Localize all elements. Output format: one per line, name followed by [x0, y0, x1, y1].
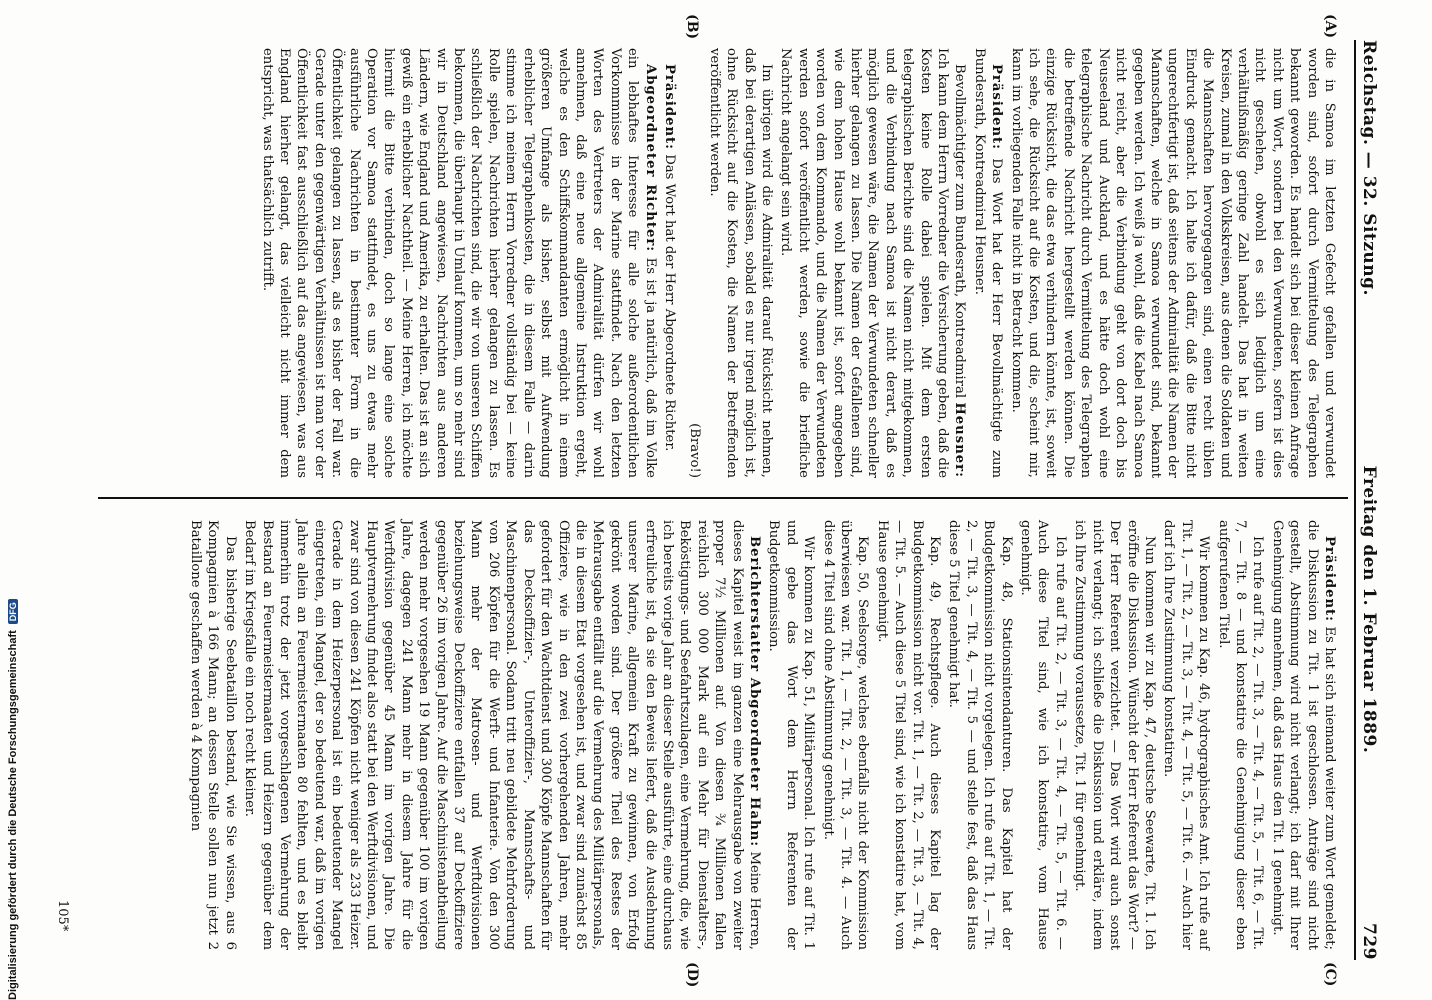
page-header	[1354, 40, 1382, 960]
right-paragraph-10	[241, 520, 763, 950]
page-number: 729	[1359, 923, 1379, 960]
digitization-strip	[6, 0, 20, 1000]
speaker-name: Berichterstatter Abgeordneter Hahn:	[747, 536, 762, 848]
left-paragraph-5	[661, 48, 678, 478]
left-paragraph-2	[970, 48, 1005, 478]
left-paragraph-6	[258, 48, 658, 478]
speaker-name: Heusner:	[952, 402, 968, 478]
paragraph-text: Es ist ja natürlich, daß im Volke ein lebhaftes Interesse für alle solche außerordentlichen Vorkommnisse in der Marine stattfindet. Nach den letzten Worten des Vertreters der Admiralität dürfen wir wohl annehmen, daß eine neue allgemeine Instruktion ergeht, welche es den Schiffskommandanten ermöglicht in einem größeren Umfange als bisher, selbst mit Aufwendung erheblicher Telegraphenkosten, die in diesem Falle — darin stimme ich meinem Herrn Vorredner vollständig bei — keine Rolle spielen, Nachrichten hierher gelangen zu lassen. Es schließlich der Nachrichten sind, die wir von unseren Schiffen bekommen, die überhaupt in Umlauf kommen, um so mehr sind wir in Deutschland angewiesen, Nachrichten aus anderen Ländern, wie England und Amerika, zu erhalten. Das ist an sich gewiß ein erheblicher Nachtheil. — Meine Herren, ich möchte hiermit die Bitte verbinden, doch so lange eine solche Operation vor Samoa stattfindet, es uns zu etwas mehr ausführliche Nachrichten in bestimmter Form in die Öffentlichkeit gelangen zu lassen, als es bisher der Fall war. Gerade unter den gegenwärtigen Verhältnissen ist man vor der Öffentlichkeit fast ausschließlich auf das angewiesen, was aus England hierher gelangt, das vielleicht nicht immer dem entspricht, was thatsächlich zutrifft.	[259, 48, 658, 478]
right-paragraph-6: Kap. 48, Stationsintendanturen. Das Kapitel hat der Budgetkommission nicht vorgelegen. Ich rufe auf Tit. 1, — Tit. 2, — Tit. 3, — Tit. 4, — Tit. 5 — und stelle fest, daß das Haus diese 5 Titel genehmigt hat.	[946, 520, 1014, 950]
speaker-name: Präsident:	[989, 64, 1005, 151]
right-column	[185, 520, 1338, 950]
left-paragraph-3	[777, 48, 968, 478]
digitization-text: Digitalisierung gefördert durch die Deutsche Forschungsgemeinschaft	[7, 630, 19, 1000]
paragraph-text: Das Wort hat der Herr Bevollmächtigte zum Bundesrath, Kontreadmiral Heusner.	[971, 48, 1005, 479]
right-paragraph-1	[1268, 520, 1338, 950]
applause-note: (Bravo!)	[687, 423, 703, 478]
paragraph-text: Es hat sich niemand weiter zum Wort gemeldet; die Diskussion zu Tit. 1 ist geschlossen. Anträge sind nicht gestellt, Abstimmung wird nicht verlangt; ich darf mit Ihrer Genehmigung annehmen, daß das Haus den Tit. 1 genehmigt.	[1269, 520, 1337, 950]
speaker-name: Präsident:	[661, 64, 677, 151]
digitization-notice	[6, 0, 20, 1000]
left-column	[256, 48, 1338, 478]
signature-mark: 105*	[55, 900, 70, 932]
column-divider	[98, 497, 1348, 499]
dfg-logo: DFG	[8, 599, 18, 624]
margin-marker-c: (C)	[1322, 962, 1338, 987]
right-paragraph-9: Wir kommen zu Kap. 51, Militärpersonal. Ich rufe auf Tit. 1 und gebe das Wort dem Herrn Referenten der Budgetkommission.	[766, 520, 817, 950]
margin-marker-a: (A)	[1322, 14, 1338, 39]
header-left: Reichstag. — 32. Sitzung.	[1359, 40, 1379, 296]
right-paragraph-2: Ich rufe auf Tit. 2, — Tit. 3, — Tit. 4, — Tit. 5, — Tit. 6, — Tit. 7, — Tit. 8 — und konstatire die Genehmigung dieser eben aufgerufenen Titel.	[1215, 520, 1266, 950]
right-paragraph-11: Das bisherige Seebataillon bestand, wie Sie wissen, aus 6 Kompagnien à 166 Mann; an dessen Stelle sollen nun jetzt 2 Bataillone geschaffen werden à 4 Kompagnien	[188, 520, 238, 950]
speaker-name: Präsident:	[1322, 536, 1337, 623]
right-paragraph-5: Ich rufe auf Tit. 2, — Tit. 3, — Tit. 4, — Tit. 5, — Tit. 6. — Auch diese Titel sind, wie ich konstatire, vom Hause genehmigt.	[1018, 520, 1068, 950]
right-paragraph-4: Nun kommen wir zu Kap. 47, deutsche Seewarte, Tit. 1. Ich eröffne die Diskussion. Wünscht der Herr Referent das Wort? — Der Herr Referent verzichtet. — Das Wort wird auch sonst nicht verlangt; ich schließe die Diskussion und erkläre, indem ich Ihre Zustimmung voraussetze, Tit. 1 für genehmigt.	[1072, 520, 1157, 950]
paragraph-text: Das Wort hat der Herr Abgeordnete Richter.	[661, 154, 677, 452]
speaker-name: Abgeordneter Richter:	[642, 64, 658, 253]
margin-marker-b: (B)	[684, 14, 700, 40]
scanned-page	[40, 0, 1400, 1000]
left-paragraph-1: die in Samoa im letzten Gefecht gefallen und verwundet worden sind, sofort durch Vermittelung des Telegraphen bekannt geworden. Es handelt sich bei dieser kleinen Anfrage nicht um Wort, sondern bei den Verwundeten, sofern ist dies nicht geschehen, obwohl es sich lediglich um eine verhältnißmäßig geringe Zahl handelt. Das hat in weiten Kreisen, zumal in den Volkskreisen, aus denen die Soldaten und die Mannschaften hervorgegangen sind, einen recht üblen Eindruck gemacht. Ich halte ich dafür, daß die Bitte nicht ungerechtfertigt ist, daß seitens der Admiralität die Namen der Mannschaften, welche in Samoa verwundet sind, bekannt gegeben werden. Ich weiß ja wohl, daß die Kabel nach Samoa nicht reicht, aber die Verbindung geht von dort doch bis Neuseeland und Auckland, und es hätte doch wohl eine telegraphische Nachricht durch Vermittelung des Telegraphen die betreffende Nachricht hergestellt werden können. Die einzige Rücksicht, die das etwa verhindern könnte, ist, soweit ich sehe, die Rücksicht auf die Kosten, und die, scheint mir, kann im vorliegenden Falle nicht in Betracht kommen.	[1008, 48, 1337, 478]
speaker-title: Bevollmächtigter zum Bundesrath, Kontreadmiral	[952, 64, 968, 399]
right-paragraph-8: Kap. 50, Seelsorge, welches ebenfalls nicht der Kommission überwiesen war. Tit. 1, — Tit. 2, — Tit. 3, — Tit. 4. — Auch diese 4 Titel sind ohne Abstimmung genehmigt.	[820, 520, 871, 950]
right-paragraph-7: Kap. 49, Rechtspflege. Auch dieses Kapitel lag der Budgetkommission nicht vor. Tit. 1, — Tit. 2, — Tit. 3, — Tit. 4, — Tit. 5. — Auch diese 5 Titel sind, wie ich konstatire hat, vom Hause genehmigt.	[874, 520, 943, 950]
paragraph-text: Meine Herren, dieses Kapitel weist im ganzen eine Mehrausgabe von zweiter proper 7½ Millionen auf. Von diesen ¾ Millionen fallen reichlich 300 000 Mark auf ein Mehr für Dienstalters-, Beköstigungs- und Seefahrtszulagen, eine Vermehrung, die, wie ich bereits vorige Jahr an dieser Stelle ausführte, eine durchaus erfreuliche ist, da sie den Beweis liefert, daß die Ausdehnung unserer Marine, allgemein Kraft zu gewinnen, von Erfolg gekrönt worden sind. Der größere Theil des Restes der Mehrausgabe entfällt auf die Vermehrung des Militärpersonals, die in diesem Etat vorgesehen ist, und zwar sind zunächst 85 Offiziere, wie in den zwei vorhergehenden Jahren, mehr gefordert für den Wachtdienst und 300 Köpfe Mannschaften für das Decksoffizier-, Unteroffizier-, Mannschafts- und Maschinenpersonal. Sodann tritt neu gebildete Mehrforderung von 206 Köpfen für die Werft- und Infanterie. Von den 300 Mann mehr der Matrosen- und Werftdivisionen beziehungsweise Deckoffiziere entfallen 37 auf Deckoffiziere gegenüber 26 im vorigen Jahre. Auf die Maschinistenabtheilung werden mehr vorgesehen 19 Mann gegenüber 100 im vorigen Jahre, dagegen 241 Mann mehr in diesem Jahre für die Werftdivision gegenüber 45 Mann im vorigen Jahre. Die Hauptvermehrung findet also statt bei den Werftdivisionen, und zwar sind von diesen 241 Köpfen nicht weniger als 233 Heizer. Gerade in dem Heizerpersonal ist ein bedeutender Mangel eingetreten, ein Mangel, der so bedeutend war, daß im vorigen Jahre allein an Feuermeistermaaten 80 fehlten, und es bleibt immerhin trotz der jetzt vorgeschlagenen Vermehrung der Bestand an Feuermeistermaaten und Heizern gegenüber dem Bedarf im Kriegsfalle ein noch recht kleiner.	[242, 520, 762, 950]
header-date: Freitag den 1. Februar 1889.	[1359, 465, 1379, 754]
paragraph-text: Ich kann dem Herrn Vorredner die Versicherung geben, daß die Kosten keine Rolle dabei spielen. Mit dem ersten telegraphischen Berichte sind die Namen nicht mitgekommen, und die Verbindung nach Samoa ist nicht derart, daß es möglich gewesen wäre, die Namen der Verwundeten schneller hierher gelangen zu lassen. Die Namen der Gefallenen sind, wie dem hohen Hause wohl bekannt ist, sofort angegeben worden von dem Kommando, und die Namen der Verwundeten werden sofort veröffentlicht werden, sowie die briefliche Nachricht angelangt sein wird.	[778, 48, 951, 478]
right-paragraph-3: Wir kommen zu Kap. 46, hydrographisches Amt. Ich rufe auf Tit. 1, — Tit. 2, — Tit. 3, — Tit. 4, — Tit. 5, — Tit. 6. — Auch hier darf ich Ihre Zustimmung konstatiren.	[1161, 520, 1212, 951]
left-paragraph-4: Im übrigen wird die Admiralität darauf Rücksicht nehmen, daß bei derartigen Anlässen, sobald es nur irgend möglich ist, ohne Rücksicht auf die Kosten, die Namen der Betreffenden veröffentlicht werden.	[706, 48, 774, 478]
margin-marker-d: (D)	[684, 962, 700, 988]
